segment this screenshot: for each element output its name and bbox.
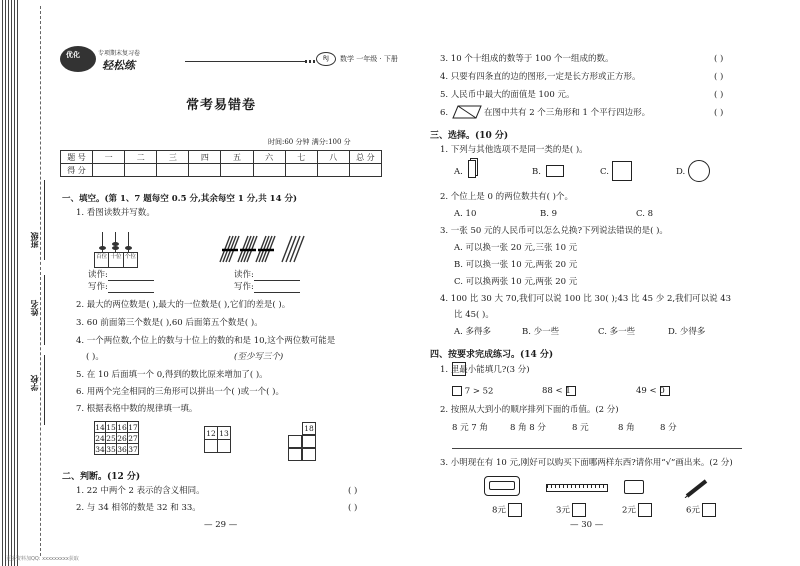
logo-text: 轻松练 — [102, 59, 135, 72]
score-input[interactable] — [221, 164, 253, 177]
practice-2: 2. 按照从大到小的顺序排列下面的币值。(2 分) — [440, 405, 619, 415]
grid-cell: 27 — [128, 433, 138, 443]
number-grid-2 — [204, 426, 231, 453]
grid-cell: 26 — [117, 433, 127, 443]
cuboid-shape — [468, 160, 476, 178]
pen — [684, 478, 710, 498]
square-shape — [612, 161, 632, 181]
price-pen — [686, 503, 716, 517]
grid-cell-text: 18 — [304, 424, 314, 433]
judge-2-paren[interactable]: ( ) — [348, 503, 358, 513]
abacus-base — [94, 252, 138, 268]
abacus-label: 个位 — [124, 254, 136, 260]
abacus-bead — [112, 246, 119, 250]
page-number-left: — 29 — — [204, 520, 238, 530]
circle-shape — [688, 160, 710, 182]
read-answer-blank[interactable] — [254, 272, 300, 281]
choice-2-option-a[interactable]: A. 10 — [454, 209, 477, 219]
practice-1: 1. 里最小能填几?(3 分) — [440, 365, 530, 375]
question-7: 7. 根据表格中数的规律填一填。 — [76, 404, 198, 414]
school-label: 学校 — [29, 375, 39, 391]
choice-3-option-a[interactable]: A. 可以换一张 20 元,三张 10 元 — [454, 243, 578, 253]
choice-4-option-a[interactable]: A. 多得多 — [454, 327, 492, 337]
choice-1-option-d[interactable] — [676, 167, 685, 178]
score-input[interactable] — [93, 164, 125, 177]
class-line — [44, 180, 45, 260]
grid-answer-cell[interactable] — [218, 440, 231, 453]
judge-6: 在图中共有 2 个三角形和 1 个平行四边形。 — [484, 108, 651, 118]
judge-6-num: 6. — [440, 108, 449, 118]
name-line — [44, 275, 45, 345]
choice-2-option-b[interactable]: B. 9 — [540, 209, 558, 219]
judge-5: 5. 人民币中最大的面值是 100 元。 — [440, 90, 575, 100]
score-cell: 一 — [93, 151, 125, 164]
practice-3: 3. 小明现在有 10 元,刚好可以购买下面哪两样东西?请你用“√”画出来。(2 分) — [440, 458, 733, 468]
coin-value: 8 角 8 分 — [510, 423, 546, 433]
score-cell: 五 — [221, 151, 253, 164]
judge-1: 1. 22 中两个 2 表示的含义相同。 — [76, 486, 205, 496]
price-text: 3元 — [556, 505, 570, 516]
logo-top: 优化 — [66, 50, 80, 59]
eraser — [624, 480, 644, 494]
price-text: 2元 — [622, 505, 636, 516]
grid-row — [205, 440, 231, 453]
score-input[interactable] — [189, 164, 221, 177]
judge-6-paren[interactable]: ( ) — [714, 108, 724, 118]
price-text: 8元 — [492, 505, 506, 516]
grid-cell: 35 — [106, 444, 116, 454]
grid-cell: 24 — [95, 433, 105, 443]
judge-3-paren[interactable]: ( ) — [714, 54, 724, 64]
read-label-text: 读作: — [88, 270, 108, 280]
abacus-bead — [99, 246, 106, 250]
check-box[interactable] — [508, 503, 522, 517]
subject-label: 数学 一年级 · 下册 — [340, 55, 398, 63]
read-label-text: 读作: — [234, 270, 254, 280]
practice-1-item-2: 88 < 1 — [542, 386, 571, 396]
check-box[interactable] — [702, 503, 716, 517]
price-pencil-case — [492, 503, 522, 517]
choice-4-option-d[interactable]: D. 少得多 — [668, 327, 706, 337]
grid-answer-cell[interactable] — [288, 435, 302, 448]
write-answer-blank[interactable] — [108, 284, 154, 293]
score-cell: 二 — [125, 151, 157, 164]
grid-row — [95, 422, 139, 433]
binding-margin — [0, 0, 56, 566]
answer-box[interactable] — [452, 386, 462, 396]
grid-row — [205, 427, 231, 440]
cut-line — [40, 6, 41, 556]
name-label: 姓名 — [29, 300, 39, 316]
binding-stripes — [2, 0, 18, 566]
question-1: 1. 看图读数并写数。 — [76, 208, 155, 218]
question-3: 3. 60 前面第三个数是( ),60 后面第五个数是( )。 — [76, 318, 263, 328]
header-rule-dots — [305, 60, 315, 63]
header-rule — [185, 61, 305, 62]
section-1-title: 一、填空。(第 1、7 题每空 0.5 分,其余每空 1 分,共 14 分) — [62, 194, 297, 204]
write-answer-blank[interactable] — [254, 284, 300, 293]
score-input[interactable] — [157, 164, 189, 177]
grid-answer-cell[interactable] — [205, 440, 218, 453]
read-answer-blank[interactable] — [108, 272, 154, 281]
page-title: 常考易错卷 — [186, 98, 257, 113]
abacus — [94, 232, 138, 268]
score-input[interactable] — [285, 164, 317, 177]
question-4-hint: (至少写三个) — [234, 352, 284, 362]
score-cell: 八 — [317, 151, 349, 164]
pencil-case-lid — [489, 481, 515, 490]
choice-1-option-a[interactable] — [454, 167, 463, 178]
question-2: 2. 最大的两位数是( ),最大的一位数是( ),它们的差是( )。 — [76, 300, 291, 310]
grid-cell: 15 — [106, 422, 116, 432]
time-info: 时间:60 分钟 满分:100 分 — [268, 138, 351, 146]
abacus-label: 百位 — [95, 253, 109, 267]
score-cell: 总 分 — [349, 151, 381, 164]
judge-4: 4. 只要有四条直的边的图形,一定是长方形或正方形。 — [440, 72, 641, 82]
section-4-title: 四、按要求完成练习。(14 分) — [430, 350, 554, 360]
choice-3: 3. 一张 50 元的人民币可以怎么兑换?下列说法错误的是( )。 — [440, 226, 668, 236]
practice-1-item-3: 49 < 0 — [636, 386, 665, 396]
coin-value: 8 角 — [618, 423, 635, 433]
option-label: A. — [454, 167, 463, 177]
grid-answer-cell[interactable] — [302, 435, 316, 448]
check-box[interactable] — [572, 503, 586, 517]
grid-cell: 25 — [106, 433, 116, 443]
score-cell: 题 号 — [61, 151, 93, 164]
price-text: 6元 — [686, 505, 700, 516]
number-grid-1 — [94, 421, 139, 455]
score-table — [60, 150, 382, 177]
write-label-2 — [234, 282, 300, 293]
option-label: D. — [676, 167, 686, 177]
section-3-title: 三、选择。(10 分) — [430, 131, 509, 141]
grid-cell: 36 — [117, 444, 127, 454]
number-grid-3 — [288, 422, 330, 462]
judge-1-paren[interactable]: ( ) — [348, 486, 358, 496]
item-text: 7 > 52 — [464, 386, 494, 397]
grid-row — [95, 444, 139, 455]
score-cell: 七 — [285, 151, 317, 164]
score-cell: 三 — [157, 151, 189, 164]
badge-text: RJ — [323, 55, 329, 62]
grid-cell: 16 — [117, 422, 127, 432]
judge-5-paren[interactable]: ( ) — [714, 90, 724, 100]
grid-cell: 34 — [95, 444, 105, 454]
grid-answer-cell[interactable] — [302, 448, 316, 461]
score-header-row — [61, 151, 382, 164]
ruler — [546, 484, 608, 492]
judge-4-paren[interactable]: ( ) — [714, 72, 724, 82]
choice-3-option-b[interactable]: B. 可以换一张 10 元,两张 20 元 — [454, 260, 578, 270]
option-label: B. — [532, 167, 541, 177]
grid-cell: 14 — [95, 422, 105, 432]
choice-4-option-c[interactable]: C. 多一些 — [598, 327, 636, 337]
choice-1: 1. 下列与其他选项不是同一类的是( )。 — [440, 145, 588, 155]
score-cell: 四 — [189, 151, 221, 164]
read-label-1 — [88, 270, 154, 281]
write-label-1 — [88, 282, 154, 293]
coin-value: 8 元 7 角 — [452, 423, 488, 433]
read-label-2 — [234, 270, 300, 281]
choice-4-cont: 比 45( )。 — [454, 310, 494, 320]
rectangle-shape — [546, 165, 564, 177]
choice-4-option-b[interactable]: B. 少一些 — [522, 327, 560, 337]
choice-2: 2. 个位上是 0 的两位数共有( )个。 — [440, 192, 573, 202]
judge-3: 3. 10 个十组成的数等于 100 个一组成的数。 — [440, 54, 614, 64]
grid-cell — [302, 422, 316, 435]
stick-bundles — [218, 234, 308, 264]
choice-3-option-c[interactable]: C. 可以换两张 10 元,两张 20 元 — [454, 277, 578, 287]
choice-1-option-c[interactable] — [600, 167, 609, 178]
page-number-right: — 30 — — [570, 520, 604, 530]
choice-2-option-c[interactable]: C. 8 — [636, 209, 654, 219]
answer-line[interactable] — [452, 448, 742, 449]
grid-cell: 13 — [219, 428, 229, 438]
sticks-illustration — [218, 234, 308, 264]
score-input[interactable] — [125, 164, 157, 177]
grid-cell: 17 — [128, 422, 138, 432]
series-label: 专项期末复习卷 — [98, 50, 141, 57]
practice-1-item-1 — [452, 386, 493, 398]
abacus-label: 十位 — [109, 253, 123, 267]
abacus-bead — [125, 246, 132, 250]
grid-row — [95, 433, 139, 444]
price-ruler — [556, 503, 586, 517]
subject-badge — [316, 52, 336, 66]
class-label: 班级 — [29, 232, 39, 248]
choice-4: 4. 100 比 30 大 70,我们可以说 100 比 30( );43 比 45 少 2,我们可以说 43 — [440, 294, 732, 304]
question-6: 6. 用两个完全相同的三角形可以拼出一个( )或一个( )。 — [76, 387, 284, 397]
check-box[interactable] — [638, 503, 652, 517]
parallelogram-figure — [452, 105, 482, 119]
question-5: 5. 在 10 后面填一个 0,得到的数比原来增加了( )。 — [76, 370, 268, 380]
score-label: 得 分 — [61, 164, 93, 177]
grid-cell: 37 — [128, 444, 138, 454]
header-logo — [60, 44, 190, 74]
coin-value: 8 元 — [572, 423, 589, 433]
practice-1-box[interactable] — [452, 362, 466, 376]
score-input[interactable] — [253, 164, 285, 177]
write-label-text: 写作: — [88, 282, 108, 292]
question-4: 4. 一个两位数,个位上的数与十位上的数的和是 10,这个两位数可能是 — [76, 336, 336, 346]
watermark: 更多资料加QQ: xxxxxxxxx获取 — [6, 556, 79, 562]
school-line — [44, 355, 45, 425]
grid-answer-cell[interactable] — [288, 448, 302, 461]
choice-1-option-b[interactable] — [532, 167, 541, 178]
pencil-case — [484, 476, 520, 496]
score-input[interactable] — [349, 164, 381, 177]
coin-value: 8 分 — [660, 423, 677, 433]
judge-2: 2. 与 34 相邻的数是 32 和 33。 — [76, 503, 201, 513]
score-row — [61, 164, 382, 177]
option-label: C. — [600, 167, 609, 177]
section-2-title: 二、判断。(12 分) — [62, 472, 141, 482]
score-input[interactable] — [317, 164, 349, 177]
write-label-text: 写作: — [234, 282, 254, 292]
score-cell: 六 — [253, 151, 285, 164]
question-4-answer: ( )。 — [86, 352, 104, 362]
grid-cell: 12 — [206, 428, 216, 438]
price-eraser — [622, 503, 652, 517]
